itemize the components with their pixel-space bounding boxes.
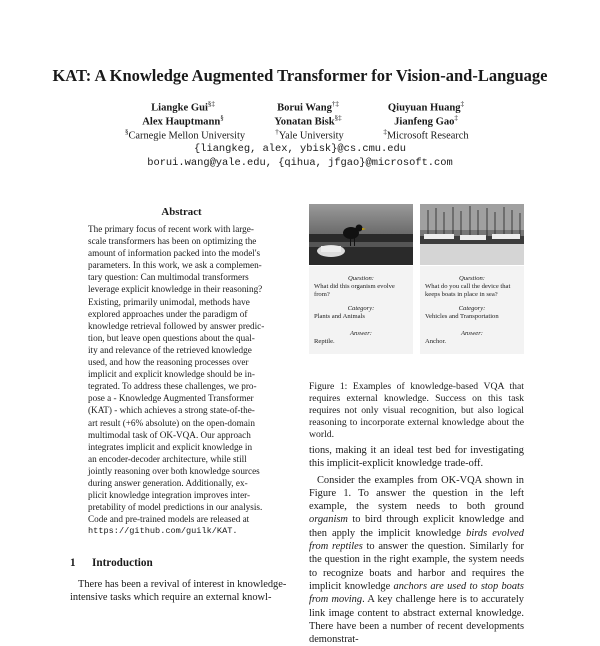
paragraph-2: Consider the examples from OK-VQA shown in Figure 1. To answer the question in the left example, the system needs to both ground organism to bird through explicit knowledge and then apply the implicit knowledge birds evolved from reptiles to answer the question. Similarly for the question in the right example, the system needs to recognize boats and harbor and requires the implicit knowledge anchors are used to stop boats from moving. A key challenge here is to accurately link image content to abstract external knowledge. There have been a number of recent developments demonstrat-: [309, 474, 524, 646]
author-6: Jianfeng Gao‡: [394, 114, 458, 128]
email-line-1: {liangkeg, alex, ybisk}@cs.cmu.edu: [193, 143, 406, 155]
author-3: Qiuyuan Huang‡: [387, 100, 465, 114]
harbor-photo: [420, 204, 524, 265]
figure-1: [309, 204, 524, 354]
author-2: Borui Wang†‡: [277, 100, 339, 114]
author-1: Liangke Gui§‡: [151, 100, 215, 114]
code-link[interactable]: https://github.com/guilk/KAT.: [88, 526, 238, 537]
section-heading: 1 Introduction: [70, 557, 153, 569]
paragraph-1: tions, making it an ideal test bed for investigating this implicit-explicit knowledge trade-off.: [309, 445, 524, 470]
paper-title: KAT: A Knowledge Augmented Transformer for Vision-and-Language: [52, 66, 548, 85]
right-column-text: [309, 444, 524, 646]
figure-panel-right: [420, 204, 524, 354]
bird-photo: [309, 204, 413, 265]
figure-qa-right: Question: What do you call the device that keeps boats in place in sea? Category: Vehicles and Transportation Answer: Anchor.: [420, 266, 524, 354]
affiliation-cmu: §Carnegie Mellon University: [124, 128, 246, 142]
intro-text: There has been a revival of interest in knowledge- intensive tasks which require an external knowl-: [70, 579, 287, 604]
abstract-heading: Abstract: [161, 206, 202, 218]
affiliation-yale: †Yale University: [275, 128, 344, 142]
figure-qa-left: Question: What did this organism evolve from? Category: Plants and Animals Answer: Reptile.: [309, 266, 413, 354]
figure-panel-left: [309, 204, 413, 354]
abstract-body: The primary focus of recent work with large- scale transformers has been on optimizing the amount of information packed into the model's parameters. In this work, we ask a complemen- tary question: Can multimodal transformers leverage explicit knowledge in their reasoning? Existing, primarily unimodal, methods have explored approaches under the paradigm of knowledge retrieval followed by answer predic- tion, but leave open questions about the qual- ity and relevance of the retrieved knowledge used, and how the reasoning processes over implicit and explicit knowledge should be in- tegrated. To address these challenges, we pro- pose a - Knowledge Augmented Transformer (KAT) - which achieves a strong state-of-the- art result (+6% absolute) on the open-domain multimodal task of OK-VQA. Our approach integrates implicit and explicit knowledge in an encoder-decoder architecture, while still jointly reasoning over both knowledge sources during answer generation. Additionally, ex- plicit knowledge integration improves inter- pretability of model predictions in our analysis. Code and pre-trained models are released at https://github.com/guilk/KAT.: [88, 223, 274, 537]
affiliation-msr: ‡Microsoft Research: [383, 128, 469, 142]
author-4: Alex Hauptmann§: [142, 114, 224, 128]
author-5: Yonatan Bisk§‡: [274, 114, 342, 128]
figure-caption: Figure 1: Examples of knowledge-based VQA that requires external knowledge. Success on this task requires not only visual recognition, but also logical reasoning to incorporate external knowledge about the world.: [309, 381, 524, 440]
email-line-2: borui.wang@yale.edu, {qihua, jfgao}@microsoft.com: [147, 157, 453, 169]
